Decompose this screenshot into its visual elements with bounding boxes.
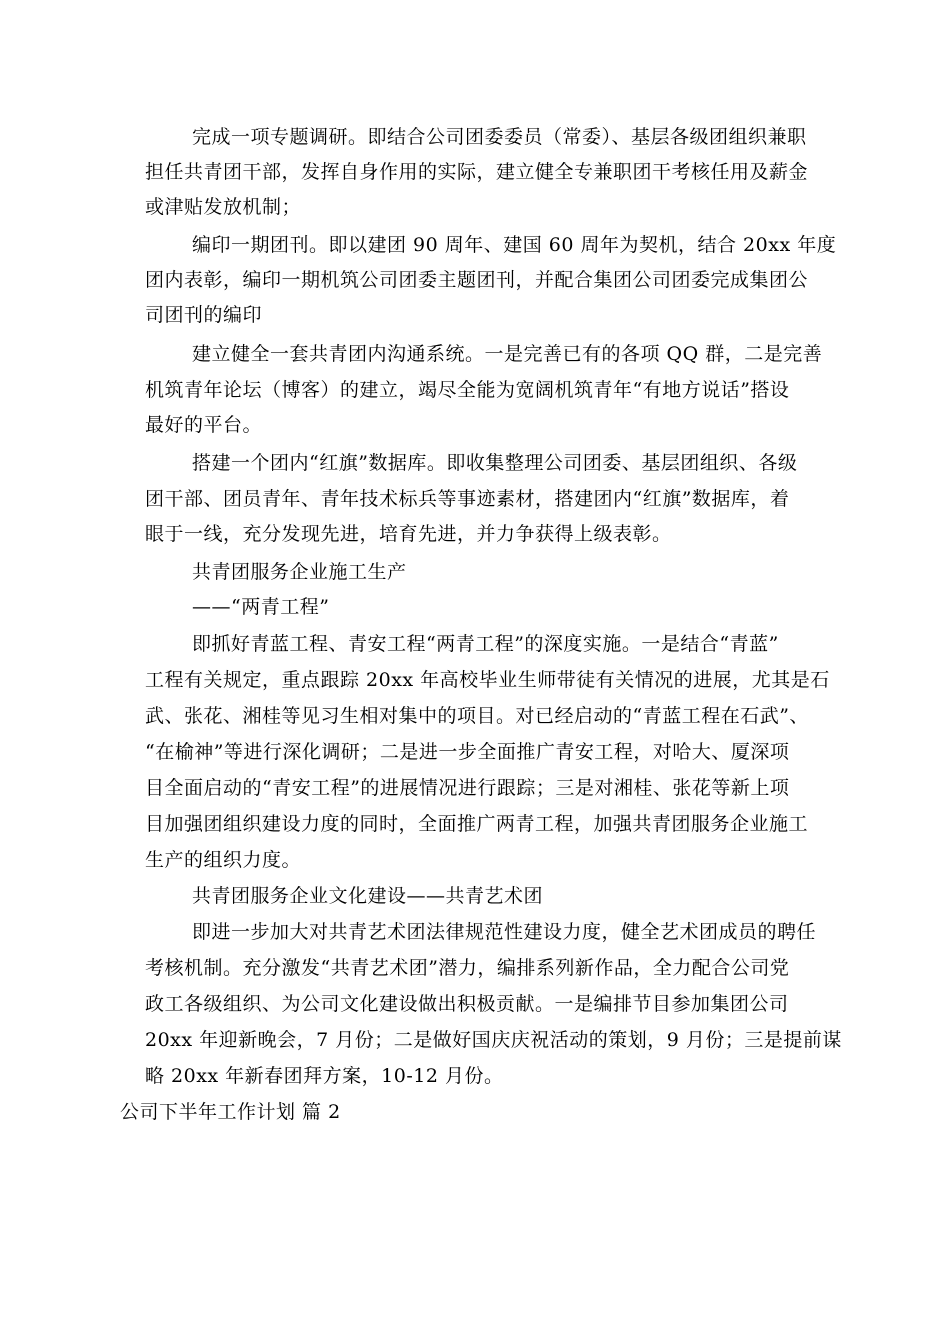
text-line: 政工各级组织、为公司文化建设做出积极贡献。一是编排节目参加集团公司	[145, 993, 789, 1015]
text-line: 生产的组织力度。	[145, 849, 302, 871]
text-line: 考核机制。充分激发“共青艺术团”潜力，编排系列新作品，全力配合公司党	[145, 957, 790, 979]
text-line: 目加强团组织建设力度的同时，全面推广两青工程，加强共青团服务企业施工	[145, 813, 809, 835]
text-line: 搭建一个团内“红旗”数据库。即收集整理公司团委、基层团组织、各级	[192, 452, 798, 474]
section-heading: 共青团服务企业施工生产	[192, 561, 407, 583]
text-line: 完成一项专题调研。即结合公司团委委员（常委）、基层各级团组织兼职	[192, 126, 807, 148]
text-line: “在榆神”等进行深化调研；二是进一步全面推广青安工程，对哈大、厦深项	[145, 741, 790, 763]
text-line: 最好的平台。	[145, 414, 263, 436]
document-heading: 公司下半年工作计划 篇 2	[120, 1101, 341, 1123]
text-line: 建立健全一套共青团内沟通系统。一是完善已有的各项 QQ 群，二是完善	[192, 343, 823, 365]
text-line: 略 20xx 年新春团拜方案，10-12 月份。	[145, 1065, 504, 1087]
text-line: 眼于一线，充分发现先进，培育先进，并力争获得上级表彰。	[145, 523, 672, 545]
text-line: 武、张花、湘桂等见习生相对集中的项目。对已经启动的“青蓝工程在石武”、	[145, 705, 809, 727]
text-line: 司团刊的编印	[145, 304, 263, 326]
section-heading: 共青团服务企业文化建设——共青艺术团	[192, 885, 544, 907]
text-line: 目全面启动的“青安工程”的进展情况进行跟踪；三是对湘桂、张花等新上项	[145, 777, 790, 799]
text-line: 即进一步加大对共青艺术团法律规范性建设力度，健全艺术团成员的聘任	[192, 921, 817, 943]
text-line: 团内表彰，编印一期机筑公司团委主题团刊，并配合集团公司团委完成集团公	[145, 269, 809, 291]
text-line: 20xx 年迎新晚会，7 月份；二是做好国庆庆祝活动的策划，9 月份；三是提前谋	[145, 1029, 842, 1051]
text-line: 团干部、团员青年、青年技术标兵等事迹素材，搭建团内“红旗”数据库，着	[145, 488, 790, 510]
section-subheading: ——“两青工程”	[192, 596, 330, 618]
text-line: 即抓好青蓝工程、青安工程“两青工程”的深度实施。一是结合“青蓝”	[192, 633, 779, 655]
text-line: 或津贴发放机制；	[145, 196, 302, 218]
text-line: 担任共青团干部，发挥自身作用的实际，建立健全专兼职团干考核任用及薪金	[145, 161, 809, 183]
text-line: 工程有关规定，重点跟踪 20xx 年高校毕业生师带徒有关情况的进展，尤其是石	[145, 669, 830, 691]
text-line: 编印一期团刊。即以建团 90 周年、建国 60 周年为契机，结合 20xx 年度	[192, 234, 837, 256]
text-line: 机筑青年论坛（博客）的建立，竭尽全能为宽阔机筑青年“有地方说话”搭设	[145, 379, 790, 401]
